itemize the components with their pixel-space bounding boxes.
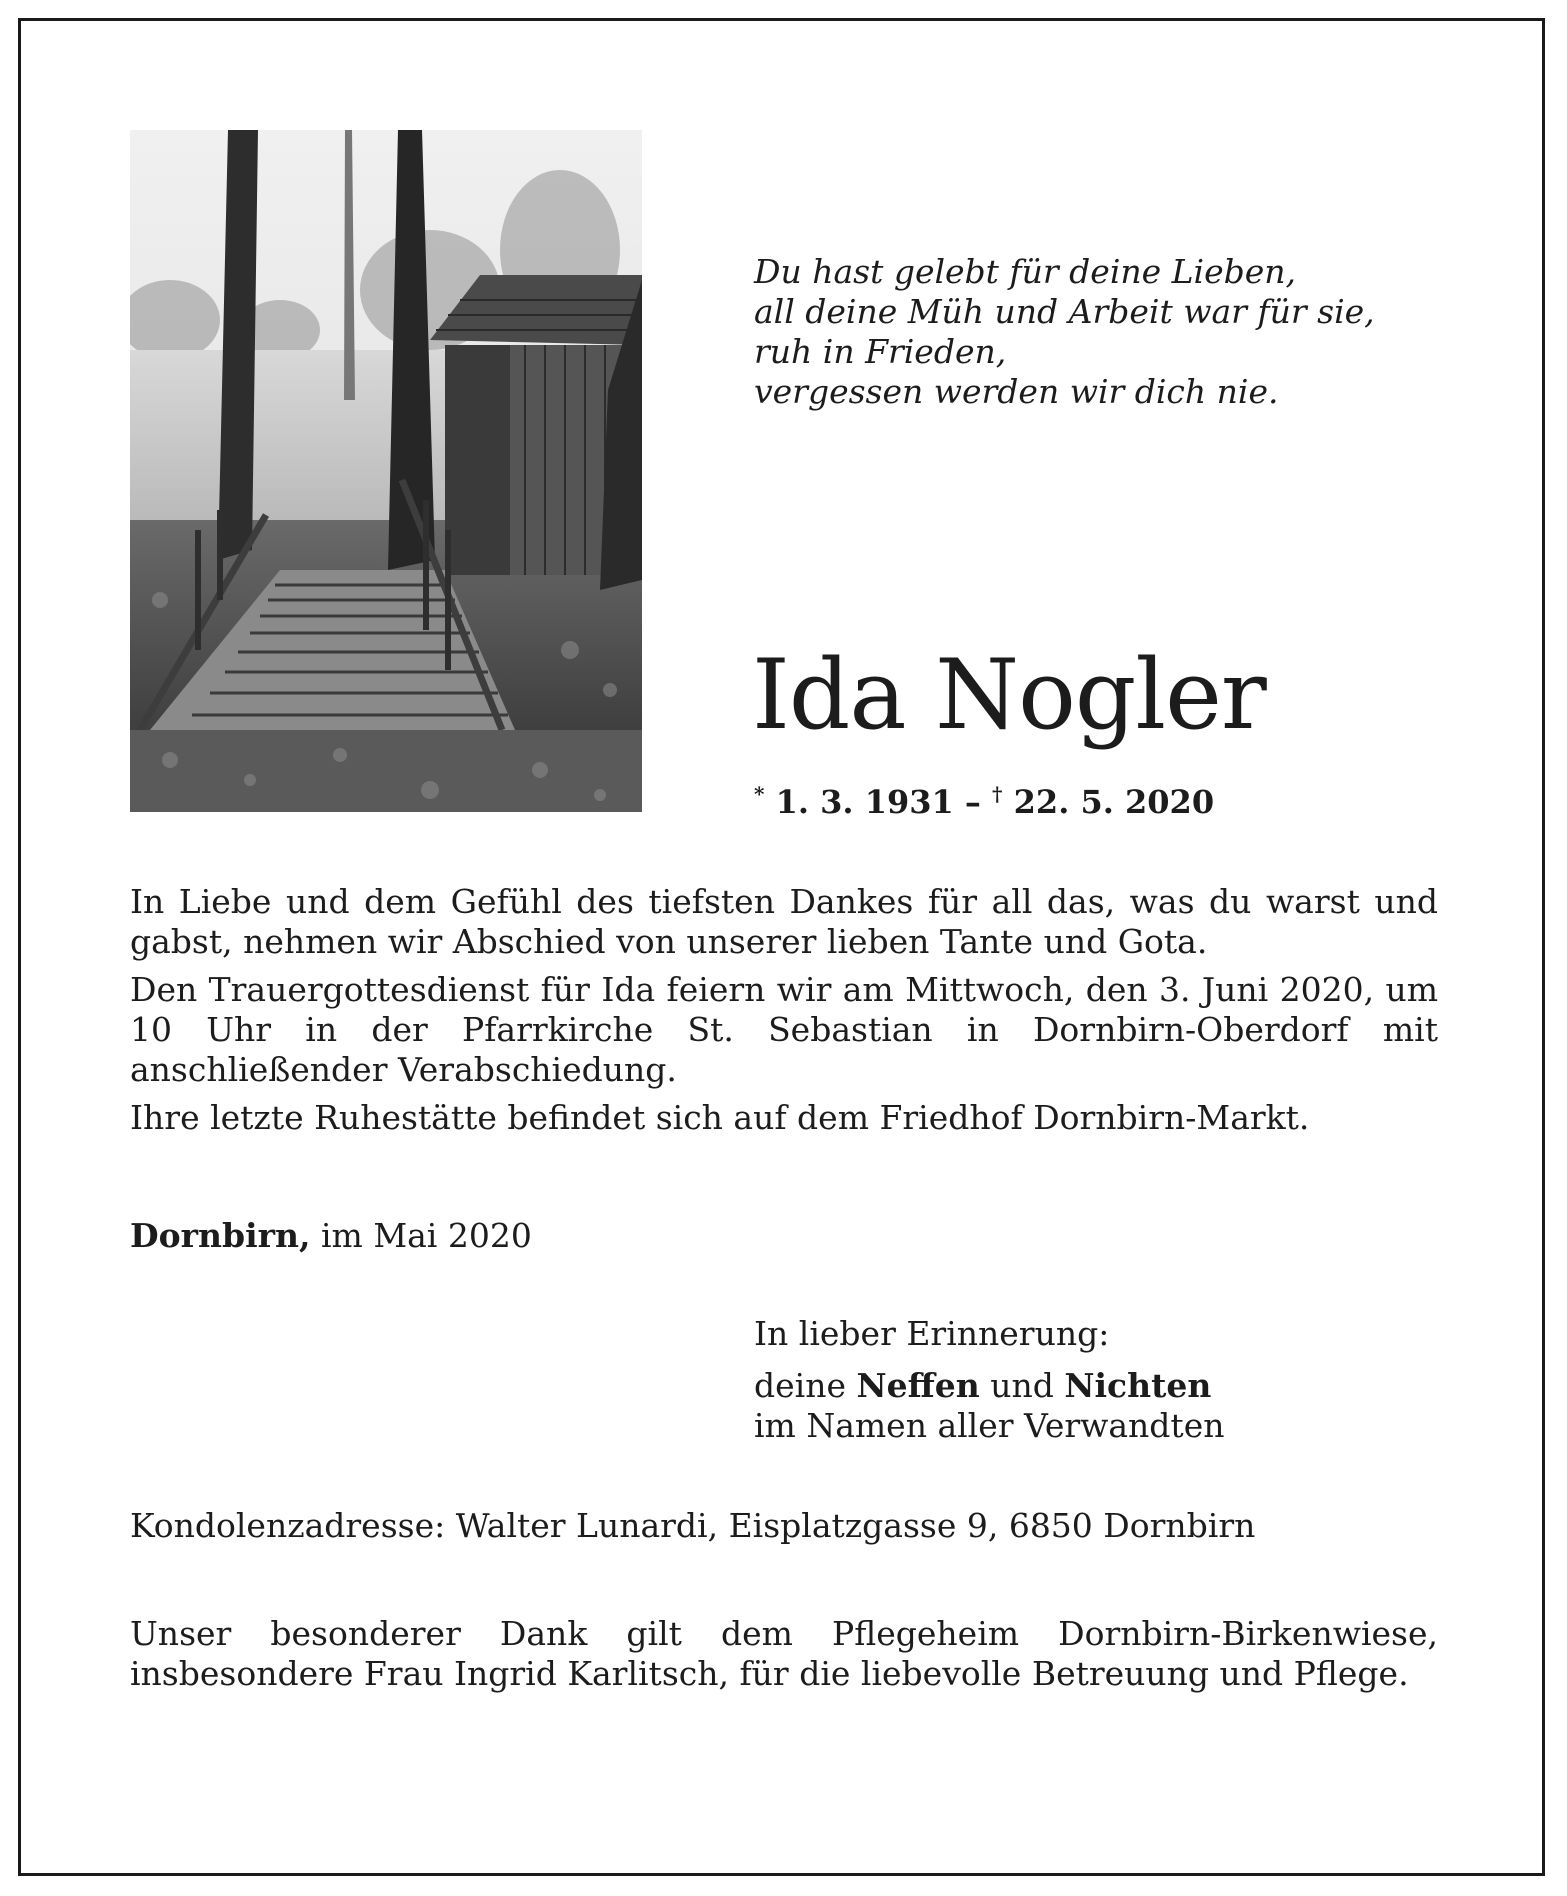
signoff-intro: In lieber Erinnerung:	[754, 1314, 1110, 1353]
place-and-date	[130, 1216, 532, 1256]
place-date: im Mai 2020	[310, 1216, 532, 1255]
resting-place-paragraph: Ihre letzte Ruhestätte befindet sich auf dem Friedhof Dornbirn-Markt.	[130, 1098, 1310, 1137]
place-city: Dornbirn,	[130, 1216, 311, 1255]
farewell-paragraph: In Liebe und dem Gefühl des tiefsten Dankes für all das, was du warst und gabst, nehmen wir Abschied von unserer lieben Tante und Gota.	[130, 882, 1438, 961]
signoff-joiner: und	[979, 1366, 1065, 1405]
condolence-address: Kondolenzadresse: Walter Lunardi, Eisplatzgasse 9, 6850 Dornbirn	[130, 1506, 1256, 1545]
signoff-relatives	[754, 1366, 1224, 1406]
life-dates	[754, 774, 1214, 822]
signoff-prefix: deine	[754, 1366, 857, 1405]
memorial-photo	[130, 130, 642, 812]
bridge-photo-image	[130, 130, 642, 812]
signoff-family-note: im Namen aller Verwandten	[754, 1406, 1225, 1445]
birth-symbol: *	[754, 782, 765, 806]
death-date: 22. 5. 2020	[1002, 783, 1215, 821]
service-paragraph: Den Trauergottesdienst für Ida feiern wir am Mittwoch, den 3. Juni 2020, um 10 Uhr in der Pfarrkirche St. Sebastian in Dornbirn-Oberdorf mit anschließender Verabschiedung.	[130, 970, 1438, 1089]
birth-date: 1. 3. 1931 –	[764, 783, 993, 821]
signoff-nephews: Neffen	[856, 1366, 980, 1405]
signoff-nieces: Nichten	[1064, 1366, 1212, 1405]
announcement-body	[130, 882, 1438, 1146]
death-symbol: †	[992, 782, 1003, 806]
thanks-paragraph: Unser besonderer Dank gilt dem Pflegeheim Dornbirn-Birkenwiese, insbesondere Frau Ingrid Karlitsch, für die liebevolle Betreuung und Pflege.	[130, 1614, 1438, 1693]
poem: Du hast gelebt für deine Lieben, all deine Müh und Arbeit war für sie, ruh in Frieden, vergessen werden wir dich nie.	[754, 252, 1375, 411]
signoff	[754, 1314, 1224, 1446]
deceased-name: Ida Nogler	[752, 639, 1266, 751]
